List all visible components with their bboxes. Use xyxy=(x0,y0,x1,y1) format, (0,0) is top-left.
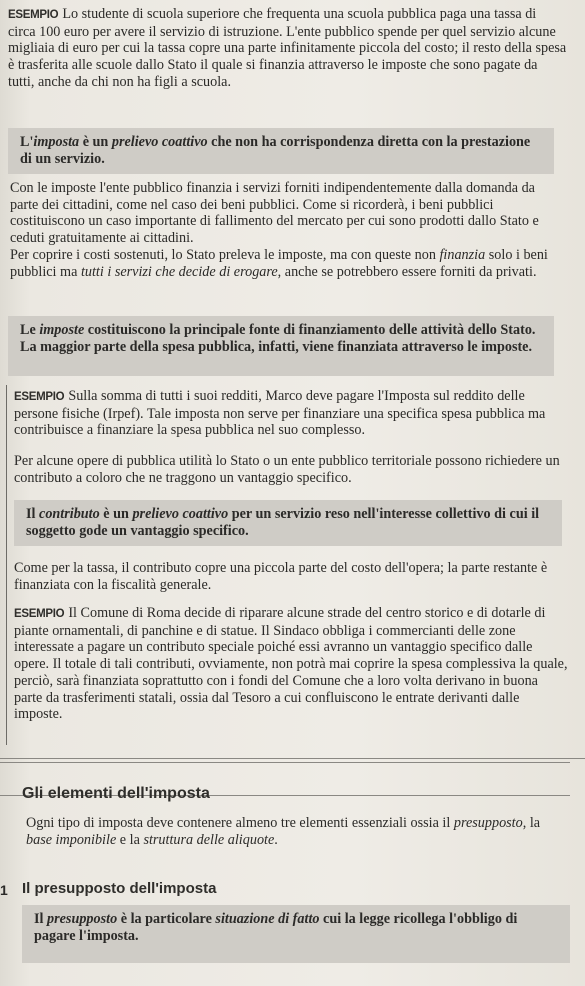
example-3 xyxy=(14,605,569,723)
def-term: presupposto xyxy=(47,911,118,927)
paragraph-text: , anche se potrebbero essere forniti da privati. xyxy=(277,263,537,280)
def-text: è la particolare xyxy=(117,911,216,927)
subsection-number: 1 xyxy=(0,882,8,898)
paragraph-text: Ogni tipo di imposta deve contenere almeno tre elementi essenziali ossia il xyxy=(26,815,454,831)
section-divider xyxy=(0,758,585,759)
paragraph-imposte xyxy=(10,180,562,280)
def-term: situazione di fatto xyxy=(215,911,320,927)
paragraph-contributo xyxy=(14,453,564,486)
def-text: che non ha corrispondenza diretta con la prestazione di un servizio. xyxy=(20,134,531,167)
definition-box-imposta xyxy=(8,128,554,174)
def-text: costituiscono la principale fonte di finanziamento delle attività dello Stato. La maggior parte della spesa pubblica, infatti, viene finanziata attraverso le imposte. xyxy=(20,322,536,355)
definition-box-contributo xyxy=(14,500,562,546)
example-tag: ESEMPIO xyxy=(8,9,59,21)
def-term: prelievo coattivo xyxy=(111,134,208,150)
subsection-title: Il presupposto dell'imposta xyxy=(22,880,217,897)
def-text: Le xyxy=(20,322,40,338)
definition-box-finanziamento xyxy=(8,316,554,376)
paragraph-italic: finanzia xyxy=(439,246,486,263)
paragraph-italic: base imponibile xyxy=(26,831,117,848)
def-text: è un xyxy=(99,506,133,522)
example-2 xyxy=(14,388,565,439)
paragraph-text: Per alcune opere di pubblica utilità lo Stato o un ente pubblico territoriale possono richiedere un contributo a coloro che ne traggono un vantaggio specifico. xyxy=(14,453,560,486)
def-text: è un xyxy=(79,134,112,150)
example-1 xyxy=(8,6,567,91)
def-text: per un servizio reso nell'interesse collettivo di cui il soggetto gode un vantaggio specifico. xyxy=(26,506,540,539)
def-text: Il xyxy=(26,506,40,522)
section-title: Gli elementi dell'imposta xyxy=(22,785,210,802)
paragraph-italic: presupposto xyxy=(453,815,523,831)
paragraph-italic: struttura delle aliquote xyxy=(143,831,275,848)
example-tag: ESEMPIO xyxy=(14,608,65,620)
paragraph-text: e la xyxy=(116,831,144,848)
section-intro xyxy=(26,815,566,848)
paragraph-text: Con le imposte l'ente pubblico finanzia i servizi forniti indipendentemente dalla domanda da parte dei cittadini, come nel caso dei beni pubblici. Come si ricorderà, i beni pubblici costituiscono un caso importante di fallimento del mercato per cui sono prodotti dallo Stato e ceduti gratuitamente ai cittadini. xyxy=(10,180,539,247)
def-text: L' xyxy=(20,134,34,150)
paragraph-tassa xyxy=(14,560,564,593)
paragraph-text: Per coprire i costi sostenuti, lo Stato preleva le imposte, ma con queste non xyxy=(10,246,440,263)
paragraph-italic: tutti i servizi che decide di erogare xyxy=(80,263,278,280)
paragraph-text: . xyxy=(274,831,278,848)
example-text: Lo studente di scuola superiore che frequenta una scuola pubblica paga una tassa di circa 100 euro per avere il servizio di istruzione. L'ente pubblico spende per quel servizio alcune migliaia di euro per cui la tassa copre una parte infinitamente piccola del costo; il resto della spesa è trasferita alle scuole dallo Stato il quale si finanzia attraverso le imposte che sono pagate da tutti, anche da chi non ha figli a scuola. xyxy=(8,6,567,90)
def-term: imposte xyxy=(39,322,85,338)
paragraph-text: Come per la tassa, il contributo copre una piccola parte del costo dell'opera; la parte restante è finanziata con la fiscalità generale. xyxy=(14,560,548,593)
definition-box-presupposto xyxy=(22,905,570,963)
example-text: Il Comune di Roma decide di riparare alcune strade del centro storico e di dotarle di piante ornamentali, di panchine e di statue. Il Sindaco obbliga i commercianti delle zone interessate a pagare un contributo speciale poiché essi avranno un vantaggio specifico dalle opere. Il totale di tali contributi, ovviamente, non potrà mai coprire la spesa complessiva la quale, perciò, sarà finanziata soprattutto con i fondi del Comune che a loro volta derivano in buona parte da trasferimenti statali, ossia dal Tesoro a cui confluiscono le entrate derivanti dalle imposte. xyxy=(14,605,568,723)
paragraph-text: , la xyxy=(522,815,541,831)
example-text: Sulla somma di tutti i suoi redditi, Marco deve pagare l'Imposta sul reddito delle persone fisiche (Irpef). Tale imposta non serve per finanziare una specifica spesa pubblica ma contribuisce a finanziare la spesa pubblica nel suo complesso. xyxy=(14,388,546,439)
def-text: cui la legge ricollega l'obbligo di pagare l'imposta. xyxy=(34,911,518,944)
def-term: prelievo coattivo xyxy=(132,506,229,522)
def-term: contributo xyxy=(39,506,100,522)
example-tag: ESEMPIO xyxy=(14,391,65,403)
def-text: Il xyxy=(34,911,48,927)
margin-rule xyxy=(6,385,7,745)
paragraph-text: solo i beni pubblici ma xyxy=(10,246,548,280)
def-term: imposta xyxy=(33,134,80,150)
